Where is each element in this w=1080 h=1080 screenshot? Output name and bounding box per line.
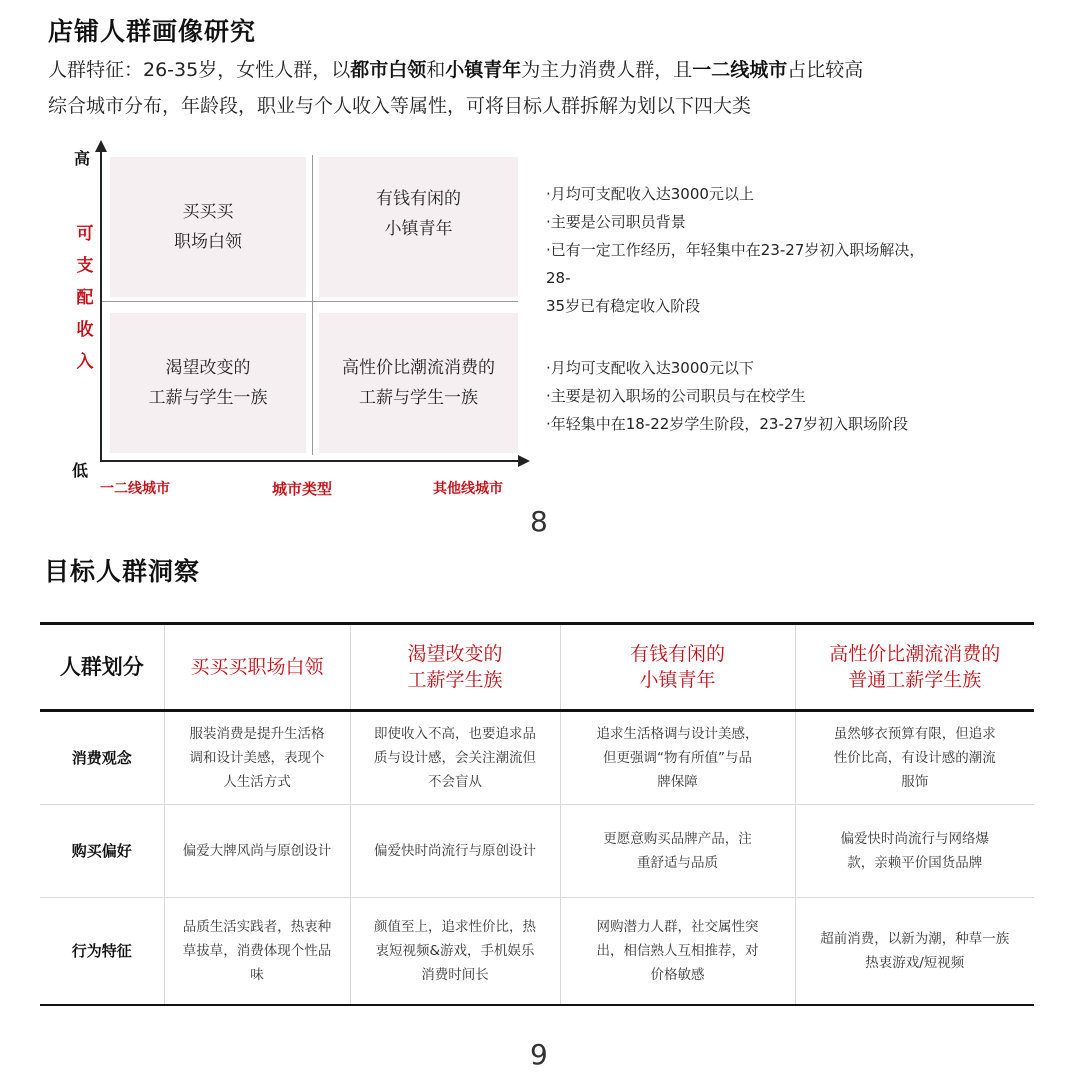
quadrant-top-left: 买买买 职场白领: [110, 157, 306, 297]
quadrant-bottom-right: 高性价比潮流消费的 工薪与学生一族: [319, 313, 518, 453]
quadrant-divider-horizontal: [102, 301, 518, 302]
table-row: [40, 898, 1034, 1006]
table-cell: 网购潜力人群，社交属性突 出，相信熟人互相推荐，对 价格敏感: [560, 898, 795, 1006]
y-axis-title: 可 支 配 收 入: [76, 224, 94, 372]
table-cell: 品质生活实践者，热衷种 草拔草，消费体现个性品 味: [164, 898, 350, 1006]
table-header-row: [40, 624, 1034, 711]
table-header-cell: 渴望改变的 工薪学生族: [350, 624, 560, 711]
section-title-audience-insight: 目标人群洞察: [44, 557, 201, 586]
table-header-cell: 高性价比潮流消费的 普通工薪学生族: [795, 624, 1034, 711]
table-cell: 偏爱快时尚流行与网络爆 款，亲赖平价国货品牌: [795, 805, 1034, 898]
x-axis-line: [100, 460, 520, 462]
x-axis-arrow-icon: [518, 455, 530, 467]
table-cell: 追求生活格调与设计美感， 但更强调“物有所值”与品 牌保障: [560, 711, 795, 805]
table-cell: 虽然够衣预算有限，但追求 性价比高，有设计感的潮流 服饰: [795, 711, 1034, 805]
x-axis-title: 城市类型: [272, 480, 333, 498]
notes-lower: ·月均可支配收入达3000元以下 ·主要是初入职场的公司职员与在校学生 ·年轻集中在18-22岁学生阶段，23-27岁初入职场阶段: [546, 359, 908, 433]
y-axis-line: [100, 150, 102, 462]
table-row: [40, 805, 1034, 898]
row-label: 消费观念: [71, 749, 132, 767]
section-title-persona-research: 店铺人群画像研究: [48, 17, 257, 46]
table-header-cell: 有钱有闲的 小镇青年: [560, 624, 795, 711]
table-header-cell: 买买买职场白领: [164, 624, 350, 711]
intro-line-1: 人群特征：26-35岁，女性人群，以都市白领和小镇青年为主力消费人群，且一二线城市占比较高: [48, 59, 864, 81]
table-cell: 偏爱快时尚流行与原创设计: [350, 805, 560, 898]
audience-table: [40, 622, 1034, 1006]
quadrant-divider-vertical: [312, 155, 313, 455]
table-cell: 即使收入不高，也要追求品 质与设计感，会关注潮流但 不会盲从: [350, 711, 560, 805]
table-cell: 更愿意购买品牌产品，注 重舒适与品质: [560, 805, 795, 898]
page-number: 8: [530, 505, 548, 538]
notes-upper: ·月均可支配收入达3000元以上 ·主要是公司职员背景 ·已有一定工作经历，年轻集中在23-27岁初入职场解决， 28- 35岁已有稳定收入阶段: [546, 185, 925, 315]
table-cell: 颜值至上，追求性价比，热 衷短视频&游戏，手机娱乐 消费时间长: [350, 898, 560, 1006]
page-number: 9: [530, 1038, 548, 1071]
y-axis-arrow-icon: [95, 140, 107, 152]
row-label: 购买偏好: [71, 842, 132, 860]
x-axis-left-label: 一二线城市: [100, 481, 170, 497]
table-cell: 服装消费是提升生活格 调和设计美感，表现个 人生活方式: [164, 711, 350, 805]
intro-line-2: 综合城市分布，年龄段，职业与个人收入等属性，可将目标人群拆解为划以下四大类: [48, 95, 752, 117]
table-cell: 偏爱大牌风尚与原创设计: [164, 805, 350, 898]
quadrant-bottom-left: 渴望改变的 工薪与学生一族: [110, 313, 306, 453]
table-cell: 超前消费，以新为潮，种草一族 热衷游戏/短视频: [795, 898, 1034, 1006]
table-header-cell: 人群划分: [59, 655, 144, 679]
y-axis-high-label: 高: [74, 149, 91, 168]
row-label: 行为特征: [71, 942, 132, 960]
quadrant-top-right: 有钱有闲的 小镇青年: [319, 157, 518, 297]
x-axis-right-label: 其他线城市: [433, 481, 503, 497]
y-axis-low-label: 低: [72, 461, 89, 480]
table-row: [40, 711, 1034, 805]
